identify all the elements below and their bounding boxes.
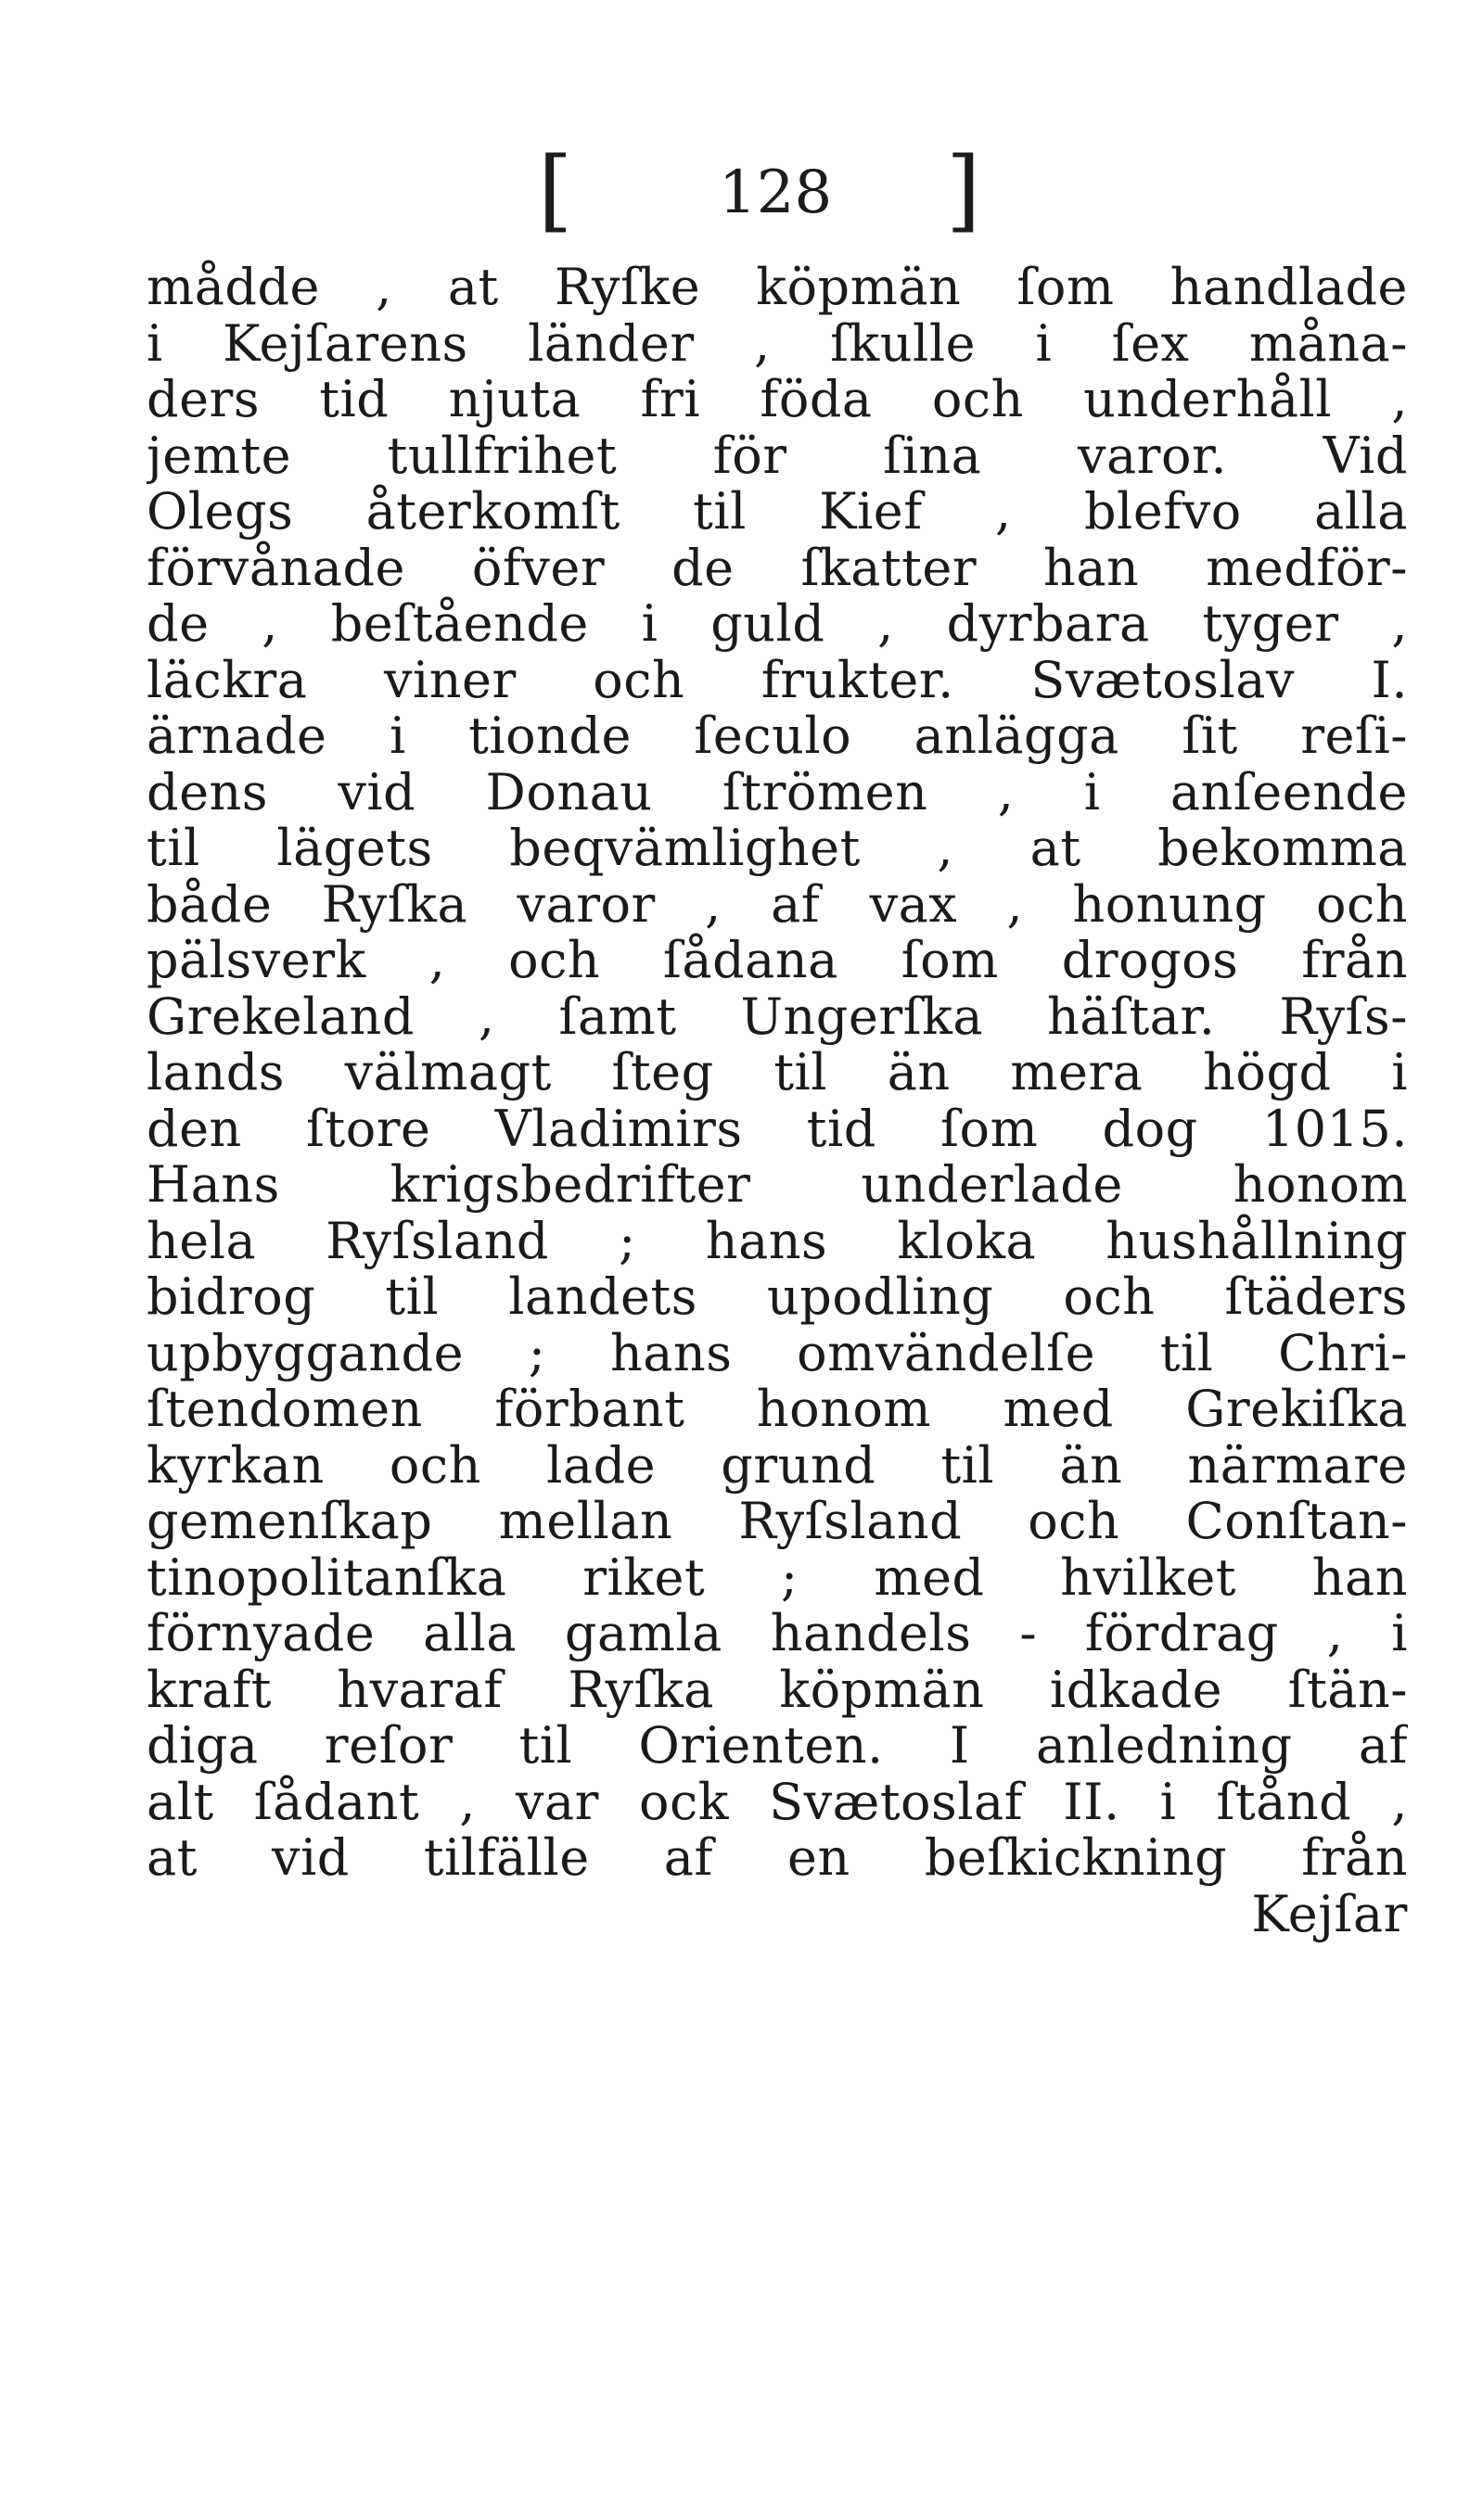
text-line: lands välmagt ſteg til än mera högd i [147,1045,1408,1101]
text-line: ſtendomen förbant honom med Grekiſka [147,1381,1408,1438]
text-line: i Kejſarens länder , ſkulle i ſex måna- [147,315,1408,372]
text-line: kyrkan och lade grund til än närmare [147,1437,1408,1494]
text-line: at vid tilfälle af en beſkickning från [147,1830,1408,1887]
text-line: kraft hvaraf Ryſka köpmän idkade ſtän- [147,1661,1408,1718]
page-number: 128 [719,159,833,227]
text-line: diga reſor til Orienten. I anledning af [147,1718,1408,1775]
text-line: både Ryſka varor , af vax , honung och [147,876,1408,933]
text-line: bidrog til landets upodling och ſtäders [147,1269,1408,1326]
text-line: de , beſtående i guld , dyrbara tyger , [147,596,1408,653]
text-line: ders tid njuta fri föda och underhåll , [147,372,1408,428]
text-line: förnyade alla gamla handels - fördrag , i [147,1606,1408,1662]
text-line: hela Ryſsland ; hans kloka hushållning [147,1213,1408,1269]
text-line: gemenſkap mellan Ryſsland och Conſtan- [147,1494,1408,1550]
text-line: til lägets beqvämlighet , at bekomma [147,821,1408,877]
page-header [519,139,1020,250]
text-line: jemte tullfrihet för ſina varor. Vid [147,427,1408,484]
right-bracket: ] [946,138,981,242]
text-line: Grekeland , ſamt Ungerſka häſtar. Ryſs- [147,988,1408,1045]
text-line: pälsverk , och ſådana ſom drogos från [147,933,1408,989]
left-bracket: [ [538,138,573,242]
text-line: upbyggande ; hans omvändelſe til Chri- [147,1325,1408,1381]
text-line: den ſtore Vladimirs tid ſom dog 1015. [147,1101,1408,1157]
text-line: mådde , at Ryſke köpmän ſom handlade [147,260,1408,316]
text-line: Hans krigsbedrifter underlade honom [147,1157,1408,1214]
text-line: dens vid Donau ſtrömen , i anſeende [147,764,1408,821]
text-line: alt ſådant , var ock Svætoslaf II. i ſtånd , [147,1774,1408,1830]
catchword: Kejſar [1251,1886,1408,1942]
text-line: förvånade öfver de ſkatter han medför- [147,540,1408,596]
text-line: ärnade i tionde ſeculo anlägga ſit reſi- [147,708,1408,765]
text-line: Olegs återkomſt til Kief , blefvo alla [147,484,1408,541]
body-text [147,260,1408,1942]
text-line: tinopolitanſka riket ; med hvilket han [147,1549,1408,1606]
text-line: läckra viner och frukter. Svætoslav I. [147,652,1408,708]
